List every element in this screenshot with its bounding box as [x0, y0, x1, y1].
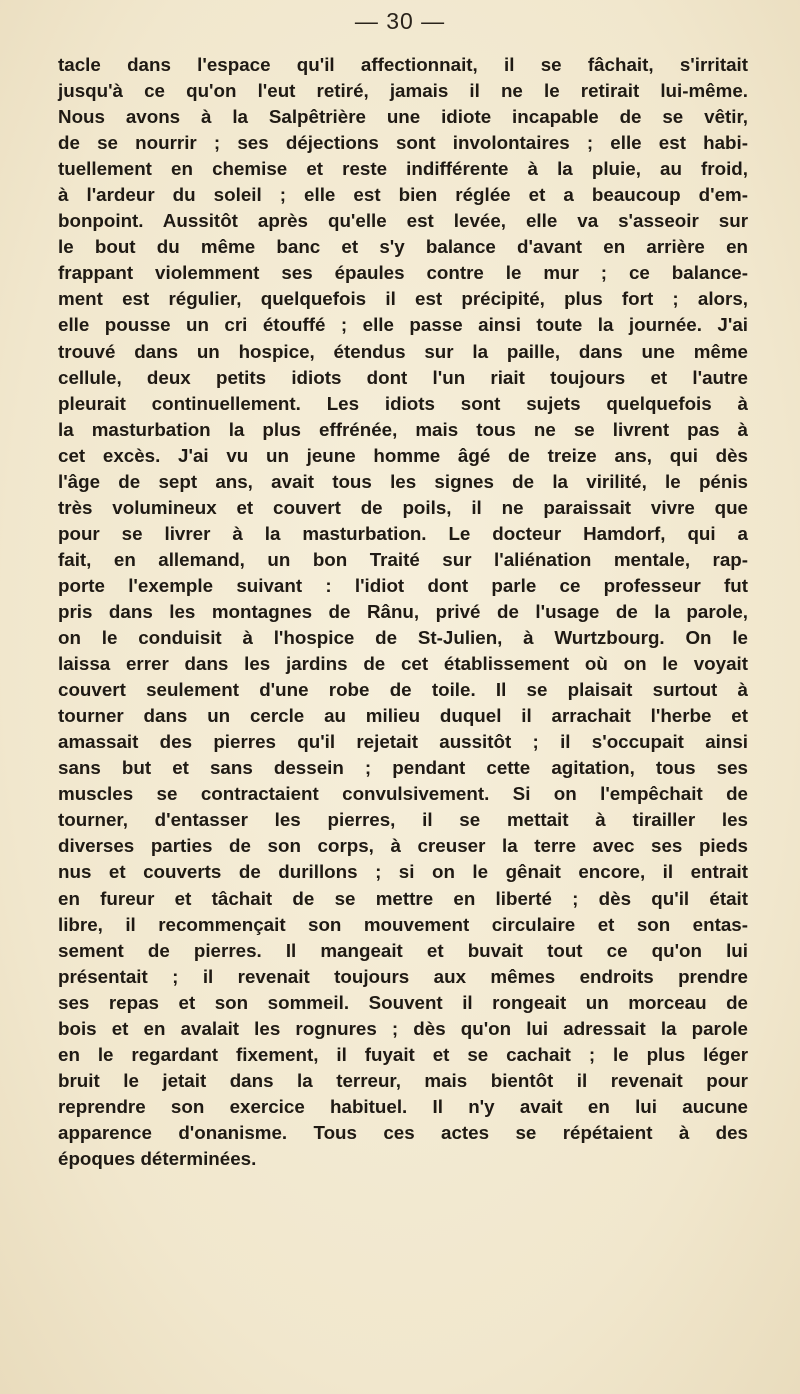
text-line: en le regardant fixement, il fuyait et se cachait ; le plus léger — [58, 1043, 748, 1065]
text-line: reprendre son exercice habituel. Il n'y avait en lui aucune — [58, 1095, 748, 1117]
text-line: trouvé dans un hospice, étendus sur la paille, dans une même — [58, 340, 748, 362]
text-line: ment est régulier, quelquefois il est précipité, plus fort ; alors, — [58, 288, 748, 310]
text-line: frappant violemment ses épaules contre le mur ; ce balance- — [58, 262, 748, 284]
text-line: sans but et sans dessein ; pendant cette agitation, tous ses — [58, 757, 748, 779]
text-line: couvert seulement d'une robe de toile. Il se plaisait surtout à — [58, 679, 748, 701]
text-line: Nous avons à la Salpêtrière une idiote incapable de se vêtir, — [58, 106, 748, 128]
text-line: époques déterminées. — [58, 1147, 257, 1169]
text-line: jusqu'à ce qu'on l'eut retiré, jamais il ne le retirait lui-même. — [58, 80, 748, 102]
text-line: le bout du même banc et s'y balance d'avant en arrière en — [58, 236, 748, 258]
text-line: cet excès. J'ai vu un jeune homme âgé de treize ans, qui dès — [58, 444, 748, 466]
text-line: tuellement en chemise et reste indifférente à la pluie, au froid, — [58, 158, 748, 180]
text-line: elle pousse un cri étouffé ; elle passe ainsi toute la journée. J'ai — [58, 314, 748, 336]
text-line: libre, il recommençait son mouvement circulaire et son entas- — [58, 913, 748, 935]
text-line: pour se livrer à la masturbation. Le docteur Hamdorf, qui a — [58, 522, 748, 544]
text-line: porte l'exemple suivant : l'idiot dont parle ce professeur fut — [58, 574, 748, 596]
text-line: ses repas et son sommeil. Souvent il rongeait un morceau de — [58, 991, 748, 1013]
text-line: fait, en allemand, un bon Traité sur l'aliénation mentale, rap- — [58, 548, 748, 570]
text-line: très volumineux et couvert de poils, il ne paraissait vivre que — [58, 496, 748, 518]
text-line: tourner dans un cercle au milieu duquel il arrachait l'herbe et — [58, 705, 748, 727]
text-line: tourner, d'entasser les pierres, il se mettait à tirailler les — [58, 809, 748, 831]
text-line: en fureur et tâchait de se mettre en liberté ; dès qu'il était — [58, 887, 748, 909]
text-line: de se nourrir ; ses déjections sont involontaires ; elle est habi- — [58, 132, 748, 154]
text-line: diverses parties de son corps, à creuser la terre avec ses pieds — [58, 835, 748, 857]
text-line: pleurait continuellement. Les idiots sont sujets quelquefois à — [58, 392, 748, 414]
text-line: présentait ; il revenait toujours aux mêmes endroits prendre — [58, 965, 748, 987]
text-line: bruit le jetait dans la terreur, mais bientôt il revenait pour — [58, 1069, 748, 1091]
text-line: bonpoint. Aussitôt après qu'elle est levée, elle va s'asseoir sur — [58, 210, 748, 232]
text-line: à l'ardeur du soleil ; elle est bien réglée et a beaucoup d'em- — [58, 184, 748, 206]
text-line: pris dans les montagnes de Rânu, privé de l'usage de la parole, — [58, 600, 748, 622]
text-line: tacle dans l'espace qu'il affectionnait, il se fâchait, s'irritait — [58, 54, 748, 75]
text-line: on le conduisit à l'hospice de St-Julien, à Wurtzbourg. On le — [58, 627, 748, 649]
text-line: l'âge de sept ans, avait tous les signes de la virilité, le pénis — [58, 470, 748, 492]
text-line: nus et couverts de durillons ; si on le gênait encore, il entrait — [58, 861, 748, 883]
text-line: cellule, deux petits idiots dont l'un riait toujours et l'autre — [58, 366, 748, 388]
body-paragraph — [58, 52, 748, 1172]
text-line: laissa errer dans les jardins de cet établissement où on le voyait — [58, 653, 748, 675]
text-line: la masturbation la plus effrénée, mais tous ne se livrent pas à — [58, 418, 748, 440]
text-line: amassait des pierres qu'il rejetait aussitôt ; il s'occupait ainsi — [58, 731, 748, 753]
text-line: sement de pierres. Il mangeait et buvait tout ce qu'on lui — [58, 939, 748, 961]
text-line: bois et en avalait les rognures ; dès qu'on lui adressait la parole — [58, 1017, 748, 1039]
page-number: — 30 — — [354, 8, 446, 34]
text-line: muscles se contractaient convulsivement. Si on l'empêchait de — [58, 783, 748, 805]
text-line: apparence d'onanisme. Tous ces actes se répétaient à des — [58, 1121, 748, 1143]
